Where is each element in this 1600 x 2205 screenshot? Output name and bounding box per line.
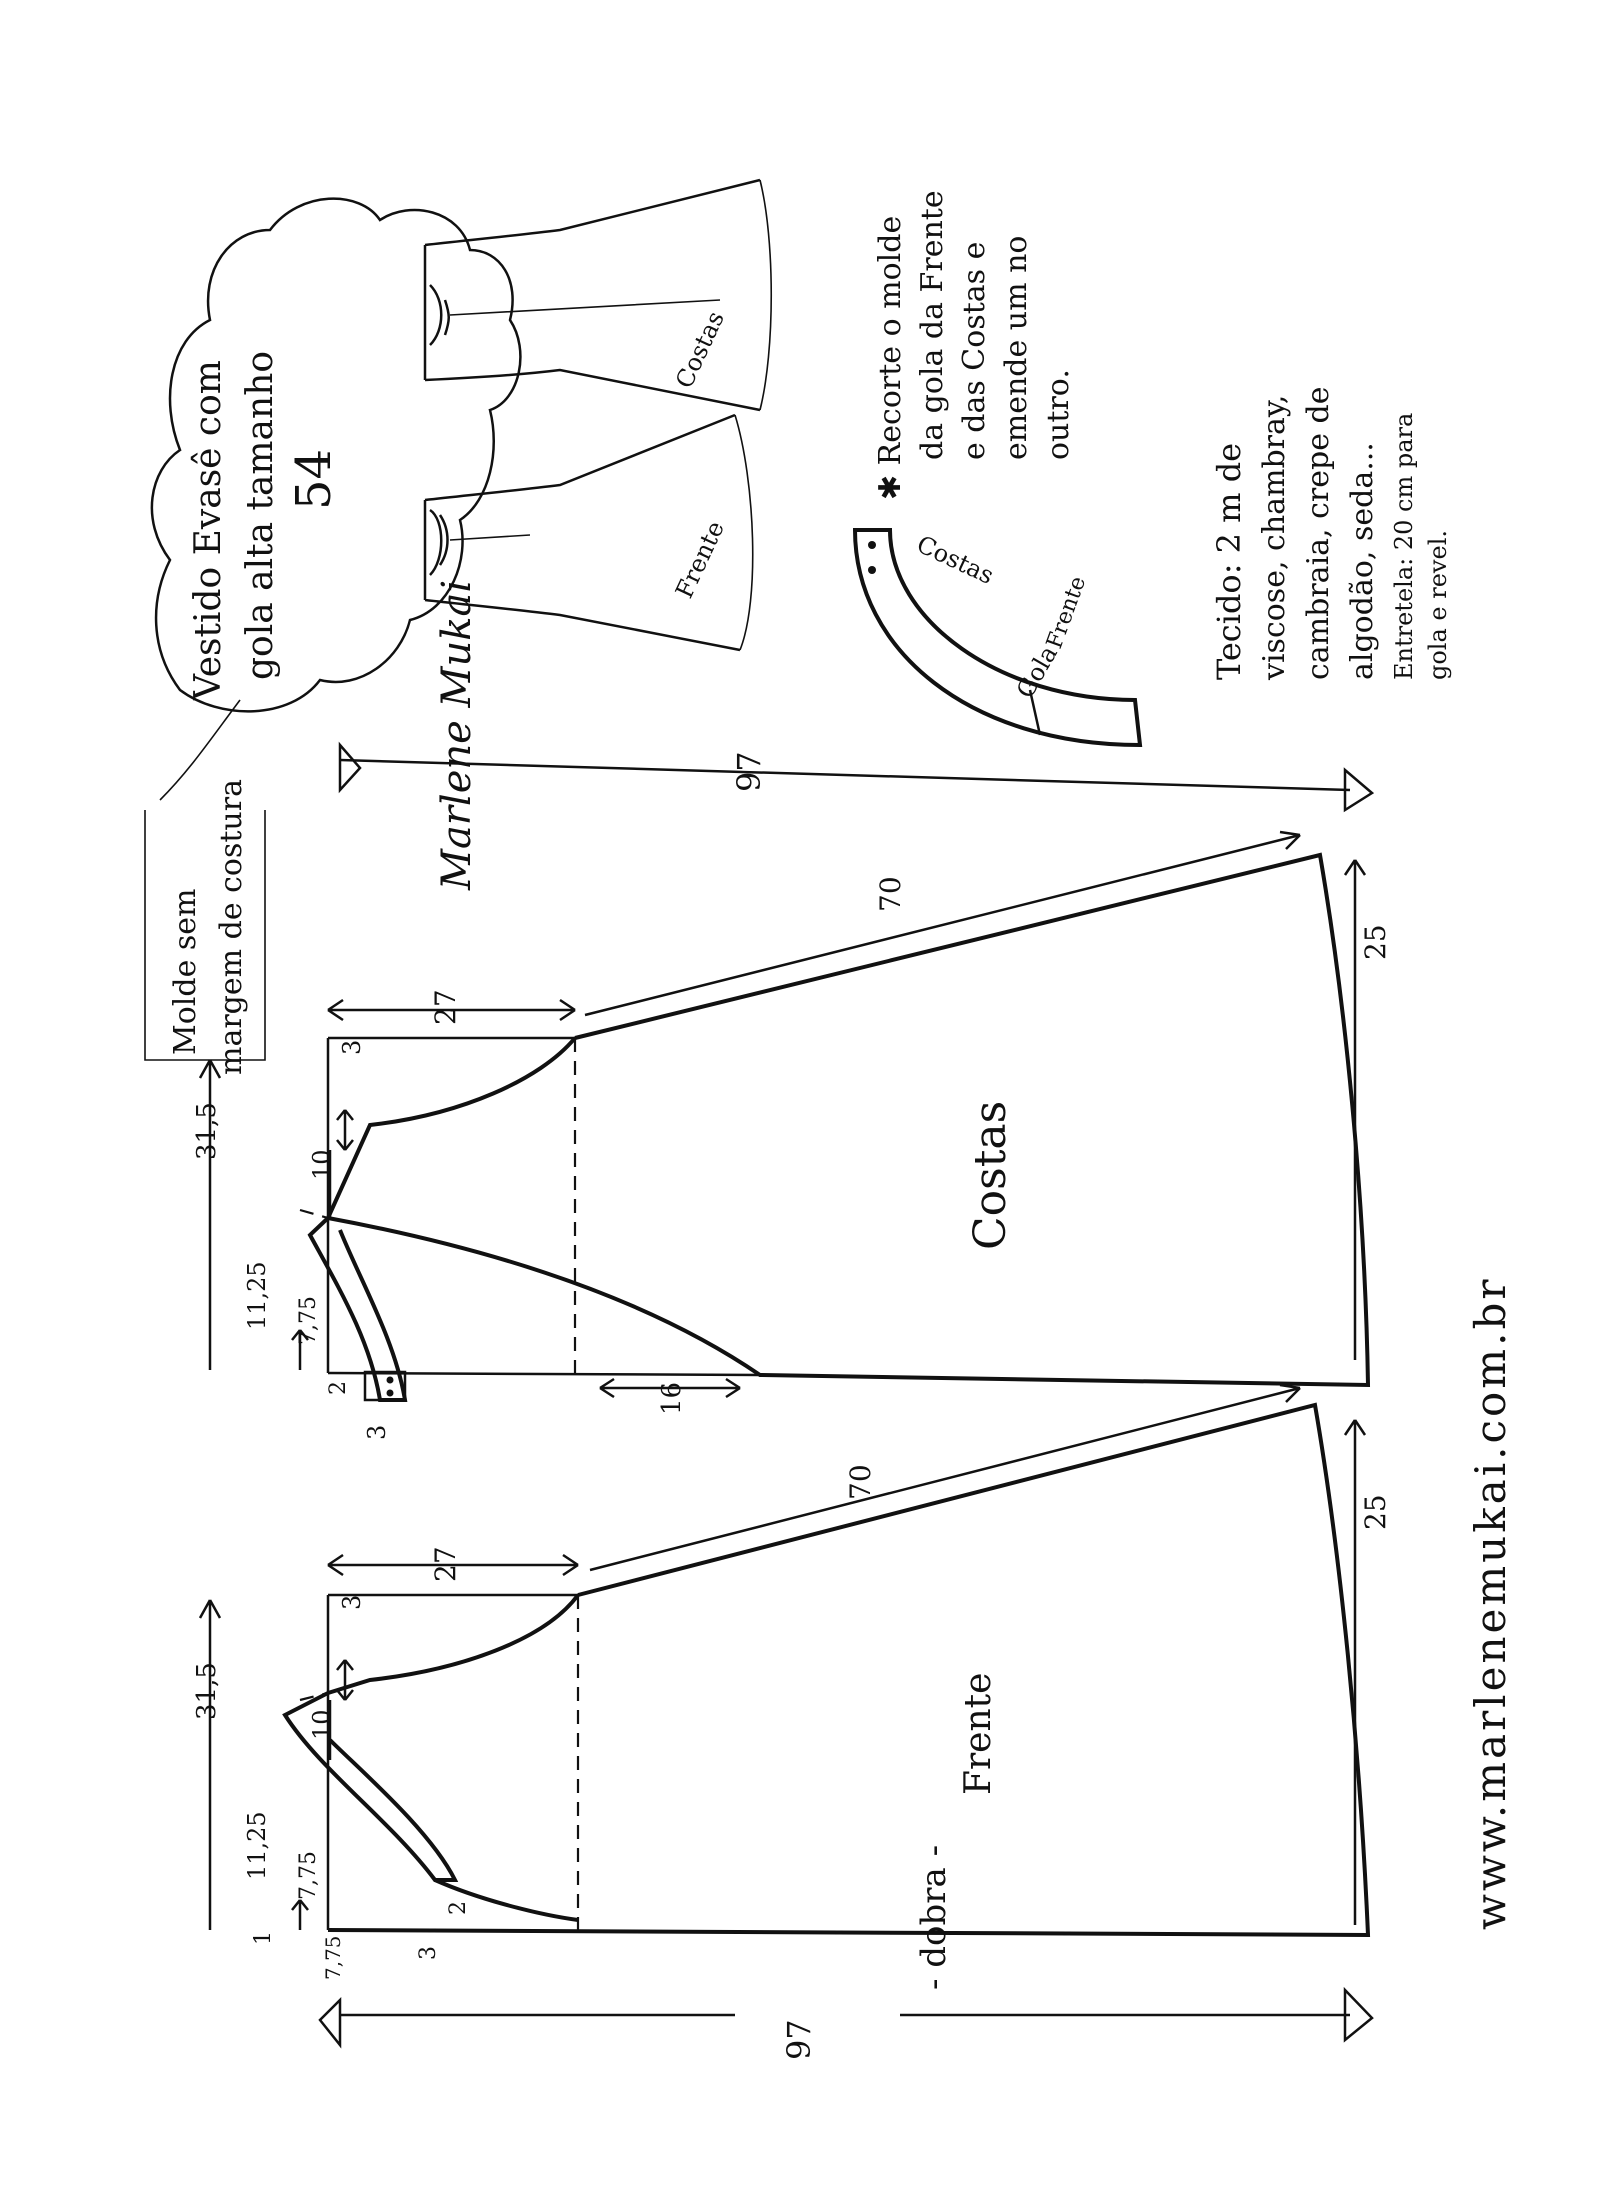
front-neck-depth-c: 7,75 <box>321 1935 345 1980</box>
front-hem-width: 25 <box>1359 1494 1392 1530</box>
back-neck-depth-a: 11,25 <box>243 1261 271 1330</box>
front-neck-depth-b: 7,75 <box>296 1851 321 1900</box>
collar-note-1: ✱ Recorte o molde <box>873 215 908 500</box>
front-top-offset: 1 <box>251 1931 276 1945</box>
back-shoulder-drop: 3 <box>338 1039 366 1055</box>
title-size: 54 <box>286 448 342 510</box>
front-diagonal: 70 <box>844 1464 877 1500</box>
title-line-2: gola alta tamanho <box>240 350 281 680</box>
fabric-line-6: gola e revel. <box>1424 530 1452 680</box>
front-neck-width: 10 <box>308 1709 336 1740</box>
collar-note-5: outro. <box>1041 369 1076 460</box>
margin-note-line-1: Molde sem <box>168 888 203 1055</box>
website: www.marlenemukai.com.br <box>1466 1276 1515 1930</box>
front-shoulder-width: 31,5 <box>192 1662 222 1720</box>
collar-note-4: emende um no <box>999 235 1034 460</box>
front-dimensions <box>200 1385 1372 2045</box>
back-collar-height: 2 <box>326 1381 351 1395</box>
front-armhole-depth: 27 <box>429 1546 462 1582</box>
collar-gola-label: Gola <box>1010 640 1064 703</box>
collar-note-2: da gola da Frente <box>915 190 950 460</box>
front-collar-band: 3 <box>416 1946 441 1960</box>
front-length: 97 <box>780 2019 818 2060</box>
margin-note-line-2: margem de costura <box>214 779 249 1075</box>
collar-note-3: e das Costas e <box>957 241 992 460</box>
fabric-line-1: Tecido: 2 m de <box>1210 442 1248 680</box>
back-slit: 16 <box>657 1381 687 1415</box>
front-collar-height: 2 <box>446 1901 471 1915</box>
signature: Marlene Mukai <box>434 579 480 890</box>
collar-back-label: Costas <box>912 530 999 590</box>
back-piece-label: Costas <box>965 1100 1016 1250</box>
front-neck-depth-a: 11,25 <box>243 1811 271 1880</box>
back-hem-width: 25 <box>1359 924 1392 960</box>
front-piece-outline <box>285 1405 1368 1935</box>
front-sketch-label: Frente <box>670 516 730 603</box>
back-armhole-depth: 27 <box>429 989 462 1025</box>
title-line-1: Vestido Evasê com <box>188 360 229 700</box>
collar-front-label: Frente <box>1042 573 1092 653</box>
back-sketch <box>425 180 771 410</box>
front-piece-label: Frente <box>958 1672 999 1795</box>
back-piece-outline <box>300 855 1368 1400</box>
front-shoulder-drop: 3 <box>338 1594 366 1610</box>
back-collar-band: 3 <box>363 1424 391 1440</box>
collar-piece <box>855 530 1140 745</box>
back-neck-depth-b: 7,75 <box>296 1296 321 1345</box>
fabric-line-3: cambraia, crepe de <box>1301 386 1336 680</box>
back-sketch-label: Costas <box>670 306 730 393</box>
back-length: 97 <box>730 751 768 792</box>
fabric-line-4: algodão, seda... <box>1345 442 1380 680</box>
back-neck-width: 10 <box>308 1149 336 1180</box>
back-diagonal: 70 <box>874 876 907 912</box>
fabric-line-5: Entretela: 20 cm para <box>1390 412 1418 680</box>
back-dimensions <box>200 745 1372 1397</box>
back-shoulder-width: 31,5 <box>192 1102 222 1160</box>
front-fold-label: - dobra - <box>914 1844 954 1990</box>
fabric-line-2: viscose, chambray, <box>1257 394 1292 680</box>
